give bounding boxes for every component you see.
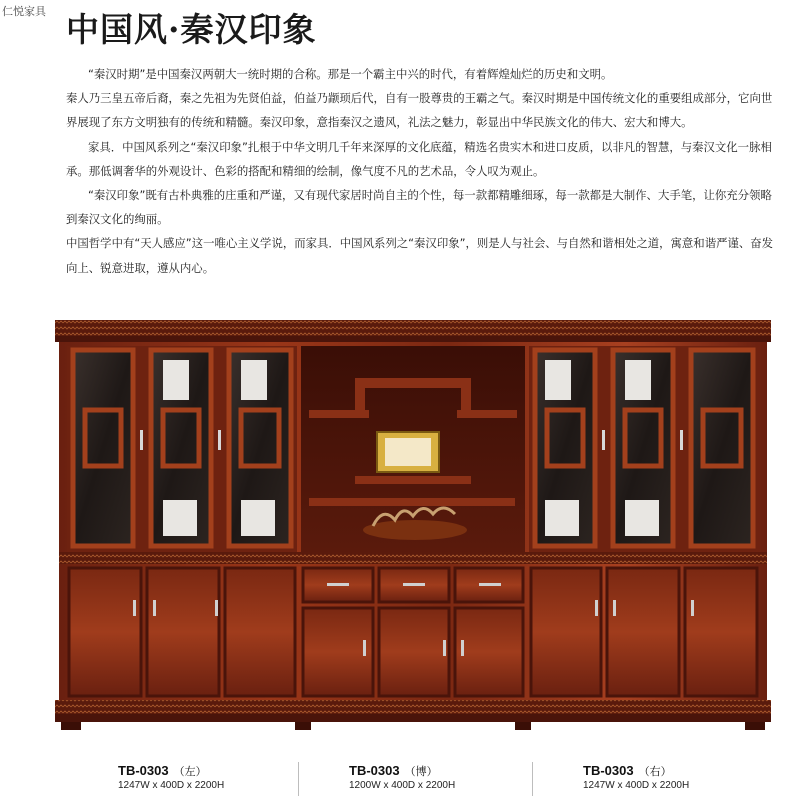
intro-paragraph-1: “秦汉时期”是中国秦汉两朝大一统时期的合称。那是一个霸主中兴的时代，有着辉煌灿烂的历史和文明。	[88, 67, 613, 81]
model-position: （博）	[404, 765, 438, 778]
left-base-doors	[69, 568, 295, 696]
model-dimensions: 1247W x 400D x 2200H	[583, 780, 690, 791]
intro-text	[66, 62, 778, 280]
spec-divider	[298, 762, 299, 796]
model-position: （右）	[638, 765, 672, 778]
model-dimensions: 1247W x 400D x 2200H	[118, 780, 225, 791]
right-base-doors	[531, 568, 757, 696]
product-specs	[0, 760, 800, 800]
bookcase-product-image	[55, 320, 771, 730]
model-number: TB-0303	[118, 763, 169, 778]
page-title: 中国风·秦汉印象	[66, 10, 317, 49]
model-dimensions: 1200W x 400D x 2200H	[349, 780, 456, 791]
spec-center	[349, 760, 455, 791]
model-position: （左）	[173, 765, 207, 778]
intro-paragraph-3: 家具．中国风系列之“秦汉印象”扎根于中华文明几千年来深厚的文化底蕴，精选名贵实木和进口皮质，以非凡的智慧，与秦汉文化一脉相承。那低调奢华的外观设计、色彩的搭配和精细的绘制，像气度不凡的艺术品，令人叹为观止。	[66, 139, 772, 178]
spec-left	[118, 760, 224, 791]
center-base	[303, 568, 523, 696]
spec-divider	[532, 762, 533, 796]
model-number: TB-0303	[349, 763, 400, 778]
intro-paragraph-5: 中国哲学中有“天人感应”这一唯心主义学说，而家具．中国风系列之“秦汉印象”，则是人与社会、与自然和谐相处之道，寓意和谐严谨、奋发向上、锐意进取，遵从内心。	[66, 236, 774, 275]
left-glass-doors	[67, 346, 297, 552]
model-number: TB-0303	[583, 763, 634, 778]
brand-watermark: 仁悦家具	[2, 5, 46, 18]
intro-paragraph-4: “秦汉印象”既有古朴典雅的庄重和严谨，又有现代家居时尚自主的个性，每一款都精雕细琢，每一款都是大制作、大手笔，让你充分领略到秦汉文化的绚丽。	[66, 188, 772, 227]
spec-right	[583, 760, 689, 791]
right-glass-doors	[529, 346, 759, 552]
center-display-shelf	[301, 346, 525, 552]
intro-paragraph-2: 秦人乃三皇五帝后裔，秦之先祖为先贤伯益，伯益乃颛顼后代，自有一股尊贵的王霸之气。秦汉时期是中国传统文化的重要组成部分，它向世界展现了东方文明独有的传统和精髓。秦汉印象，意指秦汉之遗风，礼法之魅力，彰显出中华民族文化的伟大、宏大和博大。	[66, 91, 773, 130]
